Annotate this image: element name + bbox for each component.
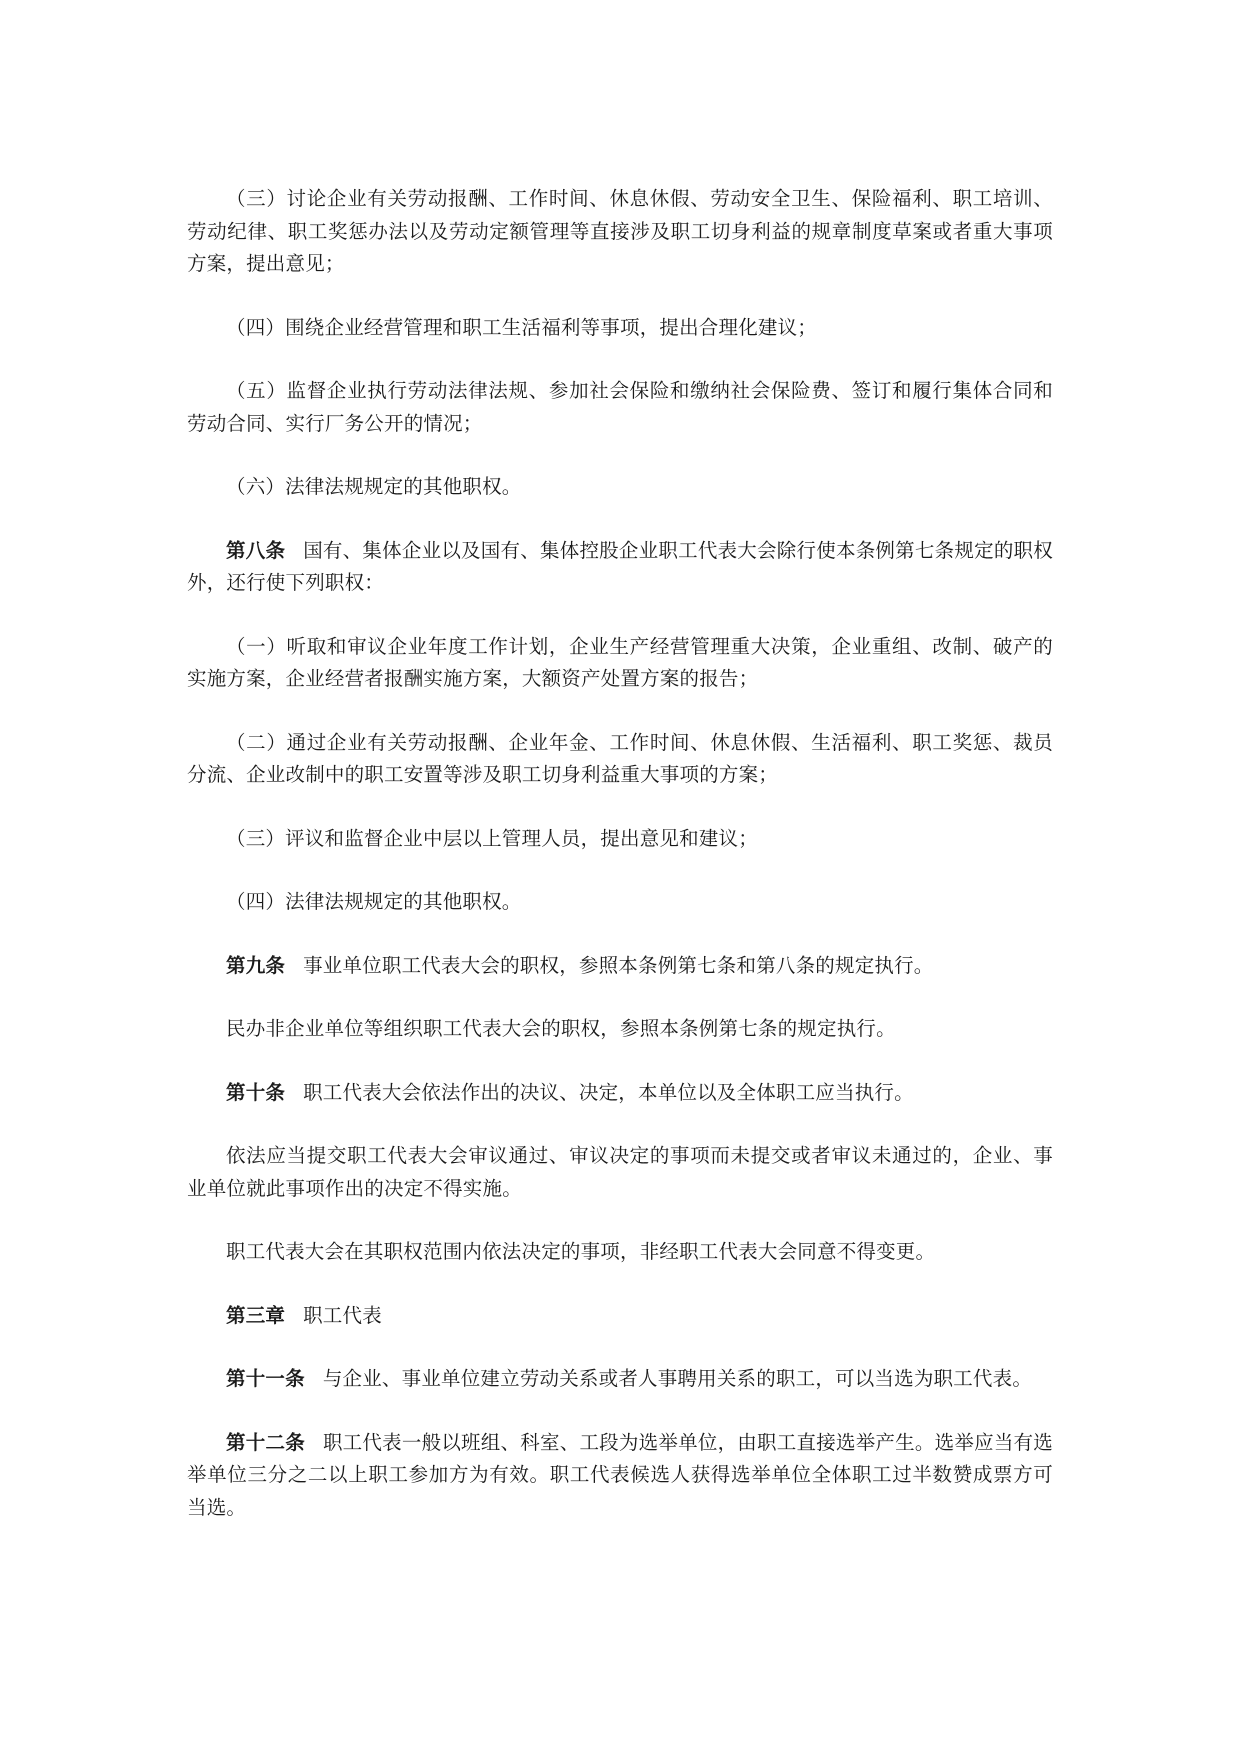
paragraph-text: 民办非企业单位等组织职工代表大会的职权，参照本条例第七条的规定执行。	[226, 1017, 896, 1040]
paragraph-text: （四）围绕企业经营管理和职工生活福利等事项，提出合理化建议；	[226, 315, 818, 339]
paragraph	[187, 375, 1053, 440]
paragraph-text: 职工代表大会在其职权范围内依法决定的事项，非经职工代表大会同意不得变更。	[226, 1240, 936, 1263]
article-heading: 第八条	[226, 538, 286, 562]
paragraph	[187, 1363, 1053, 1396]
paragraph	[187, 950, 1053, 983]
paragraph-text: 职工代表大会依法作出的决议、决定，本单位以及全体职工应当执行。	[303, 1080, 914, 1104]
paragraph	[187, 823, 1053, 856]
paragraph	[187, 727, 1053, 792]
chapter-number: 第三章	[226, 1303, 286, 1327]
paragraph	[187, 1140, 1053, 1205]
paragraph	[187, 1427, 1053, 1525]
paragraph	[187, 1013, 1053, 1046]
article-heading: 第十二条	[226, 1430, 305, 1454]
paragraph-text: （六）法律法规规定的其他职权。	[226, 475, 522, 498]
paragraph-text: （四）法律法规规定的其他职权。	[226, 890, 522, 913]
paragraph-text: 与企业、事业单位建立劳动关系或者人事聘用关系的职工，可以当选为职工代表。	[322, 1367, 1033, 1390]
article-heading: 第九条	[226, 953, 286, 977]
paragraph-text: 职工代表一般以班组、科室、工段为选举单位，由职工直接选举产生。选举应当有选举单位三分之二以上职工参加方为有效。职工代表候选人获得选举单位全体职工过半数赞成票方可当选。	[187, 1430, 1053, 1519]
paragraph-text: 事业单位职工代表大会的职权，参照本条例第七条和第八条的规定执行。	[303, 953, 934, 977]
article-heading: 第十一条	[226, 1367, 305, 1390]
paragraph-text: （三）评议和监督企业中层以上管理人员，提出意见和建议；	[226, 826, 758, 850]
article-heading: 第十条	[226, 1080, 286, 1104]
paragraph	[187, 535, 1053, 600]
paragraph-text: （五）监督企业执行劳动法律法规、参加社会保险和缴纳社会保险费、签订和履行集体合同和劳动合同、实行厂务公开的情况；	[187, 379, 1053, 435]
paragraph	[187, 471, 1053, 504]
paragraph-text: （二）通过企业有关劳动报酬、企业年金、工作时间、休息休假、生活福利、职工奖惩、裁员分流、企业改制中的职工安置等涉及职工切身利益重大事项的方案；	[187, 730, 1053, 786]
paragraph	[187, 1236, 1053, 1269]
paragraph	[187, 631, 1053, 696]
chapter-title: 职工代表	[303, 1303, 382, 1327]
paragraph-text: （一）听取和审议企业年度工作计划，企业生产经营管理重大决策，企业重组、改制、破产的实施方案，企业经营者报酬实施方案，大额资产处置方案的报告；	[187, 634, 1053, 690]
chapter-heading	[187, 1300, 1053, 1333]
paragraph-text: （三）讨论企业有关劳动报酬、工作时间、休息休假、劳动安全卫生、保险福利、职工培训、劳动纪律、职工奖惩办法以及劳动定额管理等直接涉及职工切身利益的规章制度草案或者重大事项方案，提出意见；	[187, 187, 1053, 275]
paragraph-text: 依法应当提交职工代表大会审议通过、审议决定的事项而未提交或者审议未通过的，企业、事业单位就此事项作出的决定不得实施。	[187, 1144, 1053, 1200]
paragraph	[187, 312, 1053, 345]
paragraph	[187, 886, 1053, 919]
document-page	[187, 183, 1053, 1555]
paragraph-text: 国有、集体企业以及国有、集体控股企业职工代表大会除行使本条例第七条规定的职权外，还行使下列职权：	[187, 538, 1053, 594]
paragraph	[187, 1077, 1053, 1110]
paragraph	[187, 183, 1053, 281]
